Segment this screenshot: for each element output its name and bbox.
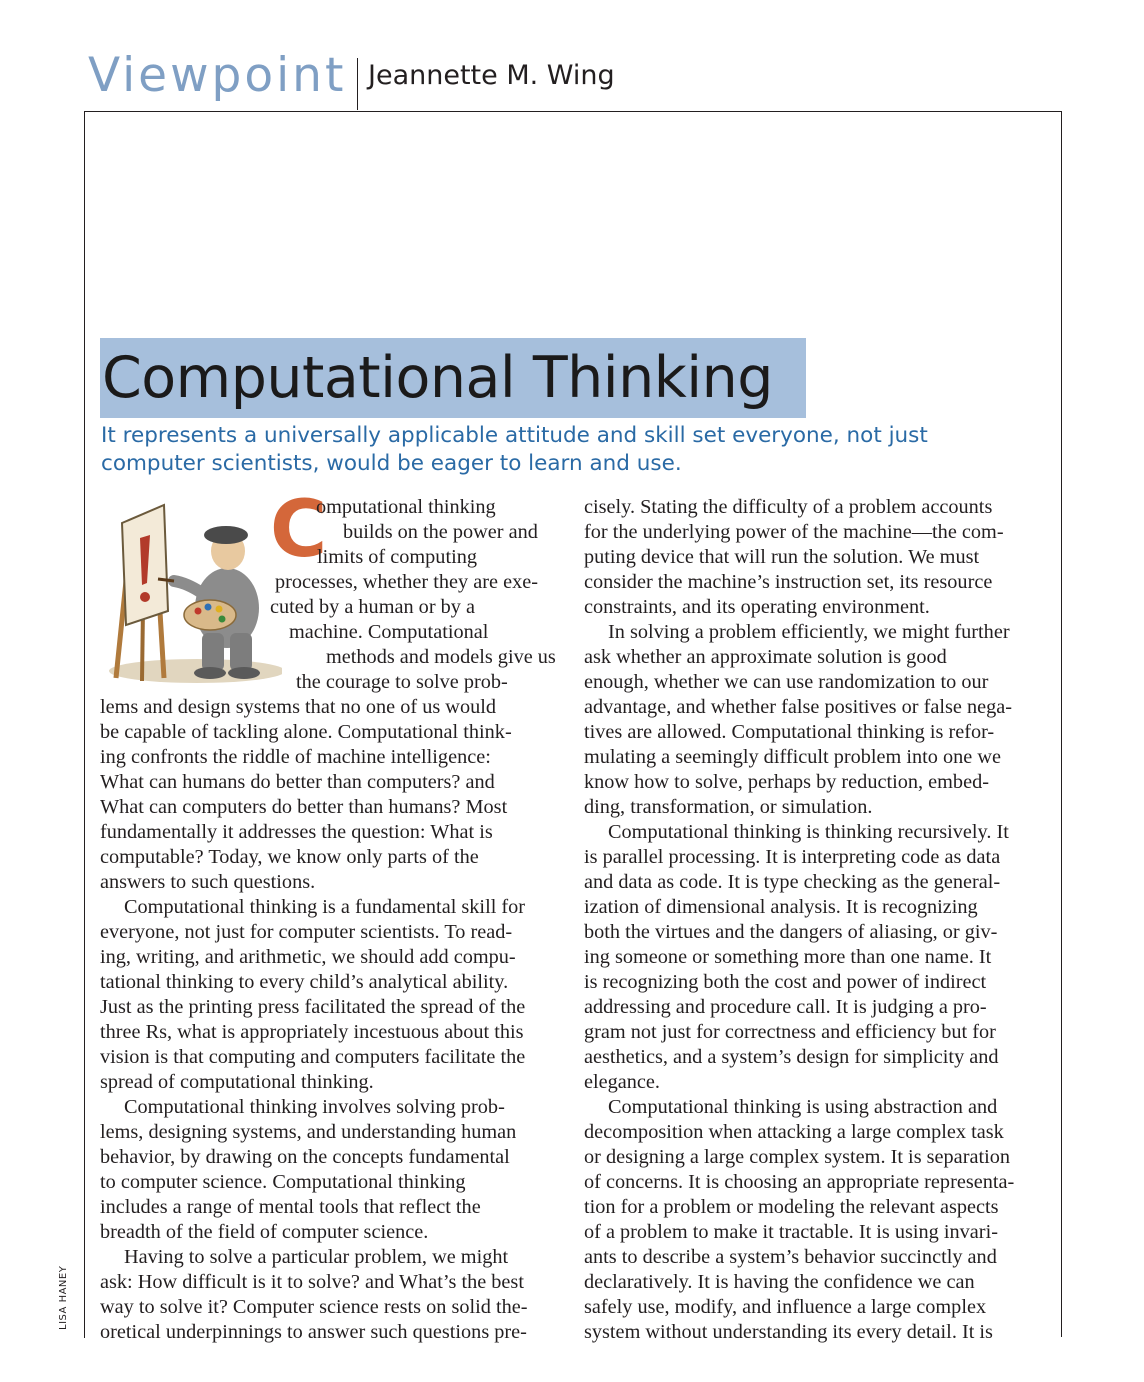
text-line: computable? Today, we know only parts of the — [100, 846, 479, 868]
header-divider — [357, 58, 358, 110]
text-line: cisely. Stating the difficulty of a problem accounts — [584, 496, 993, 518]
text-line: vision is that computing and computers facilitate the — [100, 1046, 526, 1068]
illustration-credit: LISA HANEY — [58, 1265, 69, 1330]
text-line: addressing and procedure call. It is judging a pro- — [584, 996, 987, 1018]
article-title: Computational Thinking — [102, 345, 773, 411]
text-line: of concerns. It is choosing an appropriate representa- — [584, 1171, 1015, 1193]
text-line: three Rs, what is appropriately incestuous about this — [100, 1021, 524, 1043]
text-line: be capable of tackling alone. Computational think- — [100, 721, 512, 743]
text-line: Having to solve a particular problem, we might — [124, 1246, 509, 1268]
text-line: tion for a problem or modeling the relevant aspects — [584, 1196, 999, 1218]
text-line: Computational thinking is using abstraction and — [608, 1096, 998, 1118]
text-line: What can humans do better than computers? and — [100, 771, 495, 793]
deck-line-1: It represents a universally applicable attitude and skill set everyone, not just — [101, 423, 928, 448]
text-line: tives are allowed. Computational thinking is refor- — [584, 721, 995, 743]
text-line: ask: How difficult is it to solve? and What’s the best — [100, 1271, 524, 1293]
text-line: lems, designing systems, and understanding human — [100, 1121, 517, 1143]
drop-cap: C — [270, 485, 328, 575]
text-line: the courage to solve prob- — [296, 671, 508, 693]
text-line: ding, transformation, or simulation. — [584, 796, 873, 818]
text-line: constraints, and its operating environment. — [584, 596, 930, 618]
text-line: ask whether an approximate solution is good — [584, 646, 947, 668]
deck-line-2: computer scientists, would be eager to learn and use. — [101, 451, 682, 476]
text-line: tational thinking to every child’s analytical ability. — [100, 971, 509, 993]
text-line: methods and models give us — [326, 646, 556, 668]
text-line: ing, writing, and arithmetic, we should add compu- — [100, 946, 516, 968]
text-line: breadth of the field of computer science. — [100, 1221, 429, 1243]
text-line: ing someone or something more than one name. It — [584, 946, 992, 968]
body-column-left — [100, 495, 562, 1345]
body-column-right — [584, 495, 1046, 1345]
header — [88, 42, 358, 112]
section-label: Viewpoint — [88, 48, 347, 103]
text-line: cuted by a human or by a — [270, 596, 476, 618]
frame-rule-left — [84, 111, 85, 1337]
text-line: behavior, by drawing on the concepts fundamental — [100, 1146, 510, 1168]
text-line: enough, whether we can use randomization to our — [584, 671, 989, 693]
text-line: is parallel processing. It is interpreting code as data — [584, 846, 1001, 868]
text-line: ing confronts the riddle of machine intelligence: — [100, 746, 491, 768]
text-line: spread of computational thinking. — [100, 1071, 374, 1093]
text-line: for the underlying power of the machine—the com- — [584, 521, 1004, 543]
text-line: safely use, modify, and influence a large complex — [584, 1296, 987, 1318]
text-line: lems and design systems that no one of us would — [100, 696, 497, 718]
frame-rule-top — [84, 111, 1062, 112]
frame-rule-right — [1061, 111, 1062, 1337]
text-line: or designing a large complex system. It is separation — [584, 1146, 1010, 1168]
credit-rule — [84, 1276, 85, 1338]
text-line: puting device that will run the solution. We must — [584, 546, 980, 568]
text-line: gram not just for correctness and efficiency but for — [584, 1021, 996, 1043]
author-name: Jeannette M. Wing — [368, 60, 615, 91]
text-line: omputational thinking — [316, 496, 496, 518]
text-line: decomposition when attacking a large complex task — [584, 1121, 1004, 1143]
text-line: aesthetics, and a system’s design for simplicity and — [584, 1046, 999, 1068]
text-line: elegance. — [584, 1071, 660, 1093]
text-line: ization of dimensional analysis. It is recognizing — [584, 896, 978, 918]
text-line: processes, whether they are exe- — [275, 571, 538, 593]
text-line: is recognizing both the cost and power of indirect — [584, 971, 987, 993]
text-line: What can computers do better than humans? Most — [100, 796, 508, 818]
text-line: consider the machine’s instruction set, its resource — [584, 571, 993, 593]
text-line: and data as code. It is type checking as the general- — [584, 871, 1001, 893]
text-line: everyone, not just for computer scientists. To read- — [100, 921, 513, 943]
text-line: advantage, and whether false positives or false nega- — [584, 696, 1012, 718]
text-line: answers to such questions. — [100, 871, 316, 893]
text-line: of a problem to make it tractable. It is using invari- — [584, 1221, 998, 1243]
text-line: machine. Computational — [289, 621, 489, 643]
text-line: builds on the power and — [343, 521, 538, 543]
text-line: In solving a problem efficiently, we might further — [608, 621, 1010, 643]
text-line: way to solve it? Computer science rests on solid the- — [100, 1296, 528, 1318]
article-deck — [101, 422, 1001, 478]
text-line: oretical underpinnings to answer such questions pre- — [100, 1321, 527, 1343]
text-line: ants to describe a system’s behavior succinctly and — [584, 1246, 997, 1268]
text-line: system without understanding its every detail. It is — [584, 1321, 993, 1343]
text-line: Computational thinking is a fundamental skill for — [124, 896, 526, 918]
text-line: includes a range of mental tools that reflect the — [100, 1196, 481, 1218]
text-line: know how to solve, perhaps by reduction, embed- — [584, 771, 989, 793]
text-line: fundamentally it addresses the question: What is — [100, 821, 493, 843]
text-line: both the virtues and the dangers of aliasing, or giv- — [584, 921, 998, 943]
text-line: mulating a seemingly difficult problem into one we — [584, 746, 1001, 768]
text-line: Computational thinking is thinking recursively. It — [608, 821, 1009, 843]
text-line: Computational thinking involves solving prob- — [124, 1096, 505, 1118]
text-line: limits of computing — [317, 546, 477, 568]
text-line: to computer science. Computational thinking — [100, 1171, 466, 1193]
text-line: declaratively. It is having the confidence we can — [584, 1271, 975, 1293]
text-line: Just as the printing press facilitated the spread of the — [100, 996, 526, 1018]
